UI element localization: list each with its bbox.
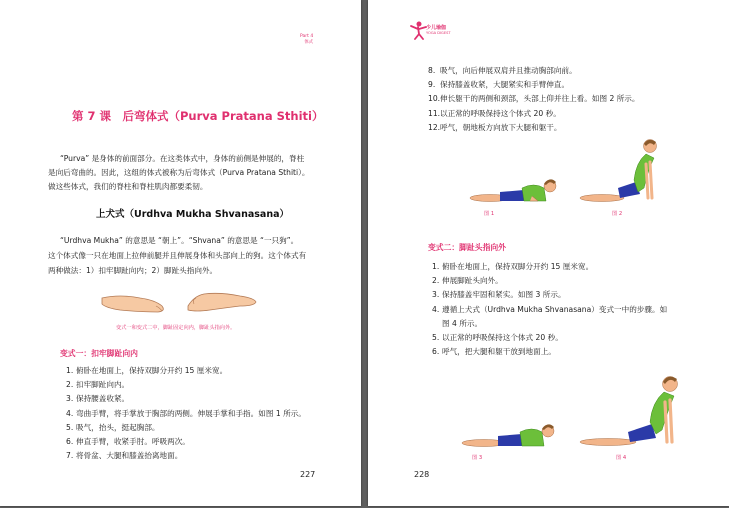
list-item: 12. 呼气，朝地板方向放下大腿和躯干。 <box>428 122 562 132</box>
page-number: 228 <box>414 470 430 479</box>
figure-4-illustration <box>578 372 698 450</box>
left-page <box>0 0 361 506</box>
list-item: 6. 伸直手臂，收紧手肘。呼吸两次。 <box>66 437 190 447</box>
figure-1-illustration <box>466 168 561 206</box>
intro-line-2: 是向后弯曲的。因此，这组的体式被称为后弯体式（Purva Pratana Sthiti）。 <box>48 168 310 177</box>
list-item: 10. 伸长躯干的两侧和颈部，头部上仰并往上看。如图 2 所示。 <box>428 94 640 104</box>
foot-toes-in-illustration <box>100 286 170 316</box>
list-item: 2. 扣牢脚趾向内。 <box>66 380 130 390</box>
list-item: 3. 保持腰盖收紧。 <box>66 394 130 404</box>
list-item: 7. 将骨盆、大腿和膝盖抬离地面。 <box>66 451 183 461</box>
figure-caption: 变式一和变式二中，脚趾固定向内，脚趾头指向外。 <box>116 325 236 331</box>
fig2-label: 图 2 <box>612 211 623 217</box>
list-item: 11. 以正常的呼吸保持这个体式 20 秒。 <box>428 108 561 118</box>
list-item: 1. 俯卧在地面上，保持双脚分开约 15 厘米宽。 <box>66 366 228 375</box>
list-item: 3. 保持膝盖牢固和紧实。如图 3 所示。 <box>432 290 566 300</box>
section-line-2: 这个体式像一只在地面上拉伸前腿并且伸展身体和头部向上的狗。这个体式有 <box>48 251 307 260</box>
logo-subtext: YOGA DIGEST <box>426 31 451 35</box>
logo-text: 少儿瑜伽 <box>426 25 447 31</box>
fig1-label: 图 1 <box>484 211 495 217</box>
corner-label-line2: 体式 <box>304 40 314 45</box>
list-item: 1. 俯卧在地面上，保持双脚分开约 15 厘米宽。 <box>432 262 594 271</box>
variation1-title: 变式一：扣牢脚趾向内 <box>60 349 138 358</box>
section-line-1: “Urdhva Mukha” 的意思是 “朝上”。“Shvana” 的意思是 “一只狗”。 <box>60 236 299 245</box>
list-item: 6. 呼气，把大腿和躯干放到地面上。 <box>432 347 556 357</box>
yoga-logo-icon <box>408 20 428 40</box>
section-line-3: 两种做法：1）扣牢脚趾向内；2）脚趾头指向外。 <box>48 266 218 275</box>
list-item: 9. 保持膝盖收紧，大腿紧实和手臂伸直。 <box>428 80 570 90</box>
variation1-steps <box>66 364 306 463</box>
list-item: 2. 伸展脚趾头向外。 <box>432 276 503 286</box>
corner-label-line1: Part 4 <box>300 34 314 39</box>
variation2-steps <box>432 260 667 359</box>
variation2-title: 变式二：脚趾头指向外 <box>428 243 506 252</box>
lesson-title: 第 7 课 后弯体式（Purva Pratana Sthiti） <box>72 109 324 123</box>
intro-line-1: “Purva” 是身体的前面部分。在这类体式中，身体的前侧是伸展的，脊柱 <box>60 154 305 163</box>
page-number: 227 <box>300 470 316 479</box>
list-item: 4. 弯曲手臂，将手掌放于胸部的两侧。伸展手掌和手指。如图 1 所示。 <box>66 408 306 418</box>
figure-3-illustration <box>460 416 560 450</box>
foot-toes-out-illustration <box>180 286 258 316</box>
section-title: 上犬式（Urdhva Mukha Shvanasana） <box>96 209 290 220</box>
figure-2-illustration <box>578 136 673 206</box>
fig4-label: 图 4 <box>616 455 627 461</box>
intro-line-3: 做这些体式，我们的脊柱和脊柱肌肉都要柔韧。 <box>48 182 208 191</box>
list-item: 8. 吸气，向后伸展双肩并且推动胸部向前。 <box>428 66 577 75</box>
fig3-label: 图 3 <box>472 455 483 461</box>
corner-label <box>300 34 313 46</box>
right-page <box>368 0 729 506</box>
top-steps <box>428 64 640 135</box>
list-item: 4. 遵循上犬式（Urdhva Mukha Shvanasana）变式一中的步骤。如 <box>432 304 668 314</box>
list-item: 图 4 所示。 <box>442 318 483 328</box>
list-item: 5. 以正常的呼吸保持这个体式 20 秒。 <box>432 333 563 343</box>
list-item: 5. 吸气，抬头，挺起胸部。 <box>66 422 160 432</box>
